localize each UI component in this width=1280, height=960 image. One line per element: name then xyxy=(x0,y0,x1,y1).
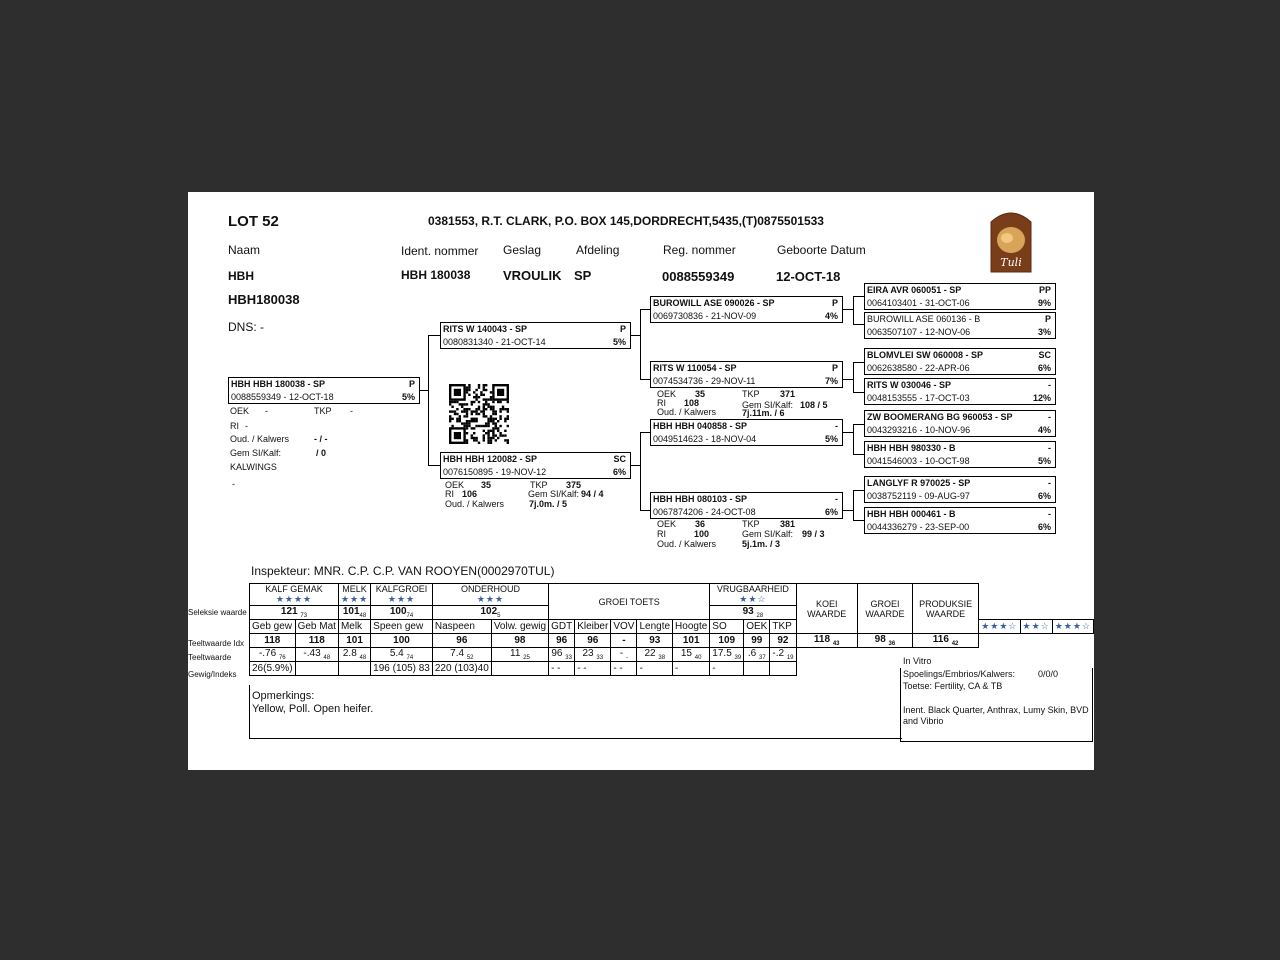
sel-kalfgroei: 100 xyxy=(389,606,407,617)
gw-cell: 196 (105) 83 xyxy=(371,662,433,676)
row-label-seleksie: Seleksie waarde xyxy=(188,608,247,617)
gen3-4-tkp-value: 381 xyxy=(780,519,796,529)
idx-cell: 109 xyxy=(710,634,744,648)
logo-text: Tuli xyxy=(1000,256,1022,269)
col-header: GDT xyxy=(549,620,575,634)
gw-cell xyxy=(491,662,548,676)
gen3-2-gem-label: Gem SI/Kalf: xyxy=(742,400,794,410)
idx-cell: 100 xyxy=(371,634,433,648)
gen3-box-2 xyxy=(650,361,843,388)
dam-code: SC xyxy=(613,454,626,464)
kalfgemak-stars: ★★★★ xyxy=(275,594,313,604)
gen3-4-ri-value: 100 xyxy=(694,529,710,539)
tw-cell: .6 $_{37}$ xyxy=(744,648,770,662)
gen3-name: HBH HBH 080103 - SP xyxy=(653,494,748,504)
gen3-name: HBH HBH 040858 - SP xyxy=(653,421,748,431)
dns-value: DNS: - xyxy=(228,320,264,334)
ident-value: HBH 180038 xyxy=(401,268,471,282)
gen3-code: P xyxy=(831,363,838,373)
performance-table: KALF GEMAK ★★★★ MELK ★★★ KALFGROEI ★★★ ONDERHOUD ★★★ GROEI TOETS VRUGBAARHEID ★★☆ KOEI WAARDE GROEI WAARDE PRODUKSIE WAARDE 121 $_{73}$ $101_{48}$ $100_{74}$ $102_5$ 93 $_{28}$ Geb gew Geb Mat Melk Speen gew Naspeen Volw. gewig GDT Kleiber VOV Lengte Hoogte SO OEK TKP ★★★☆ ★★☆ ★★★☆ 118 118 101 100 96 98 96 96 - 93 101 109 99 92 118 $_{43}$ 98 $_{36}$ 116 $_{42}$ -.76 $_{76}$ -.43 $_{48}$ 2.8 $_{48}$ 5.4 $_{74}$ 7.4 $_{52}$ 11 $_{25}$ 96 $_{33}$ 23 $_{33}$ - $_-$ 22 $_{38}$ 15 $_{40}$ 17.5 $_{39}$ .6 $_{37}$ -.2 $_{19}$ 26(5.9%) 196 (105) 83 220 (103)40 - - - - - - - - - xyxy=(249,583,1094,676)
gw-cell: - - xyxy=(611,662,637,676)
idx-cell: 118 xyxy=(295,634,338,648)
gw-cell: - - xyxy=(575,662,611,676)
col-header: Speen gew xyxy=(371,620,433,634)
group-groeitoets: GROEI TOETS xyxy=(549,584,710,620)
tuli-logo xyxy=(985,200,1037,274)
gen3-2-oek-label: OEK xyxy=(657,389,677,399)
inent: Inent. Black Quarter, Anthrax, Lumy Skin, BVD and Vibrio xyxy=(903,705,1089,726)
gw-cell: - - xyxy=(549,662,575,676)
col-header: Melk xyxy=(338,620,370,634)
sel-melk: 101 xyxy=(342,606,360,617)
col-header: OEK xyxy=(744,620,770,634)
self-ri-label: RI xyxy=(230,421,239,431)
gen4-code: PP xyxy=(1038,285,1051,295)
gen3-pct: 6% xyxy=(824,507,838,517)
sel-vrug: 93 xyxy=(742,606,754,617)
dam-oud-label: Oud. / Kalwers xyxy=(445,499,505,509)
tw-cell: 96 $_{33}$ xyxy=(549,648,575,662)
dam-name: HBH HBH 120082 - SP xyxy=(443,454,538,464)
gen3-4-tkp-label: TKP xyxy=(742,519,760,529)
koei-waarde-stars: ★★★☆ xyxy=(979,620,1020,634)
gen4-box-2 xyxy=(864,312,1056,339)
opmerkings-label: Opmerkings: xyxy=(252,690,315,702)
toetse: Toetse: Fertility, CA & TB xyxy=(903,681,1003,691)
gen4-pct: 6% xyxy=(1037,363,1051,373)
dam-pct: 6% xyxy=(612,467,626,477)
gen4-reg: 0064103401 - 31-OCT-06 xyxy=(867,298,970,308)
dam-gem-label: Gem SI/Kalf: xyxy=(528,489,580,499)
idx-cell: - xyxy=(611,634,637,648)
sel-kalfgemak: 121 xyxy=(280,606,298,617)
gen3-code: - xyxy=(835,494,838,504)
gen4-reg: 0062638580 - 22-APR-06 xyxy=(867,363,970,373)
tw-cell: 17.5 $_{39}$ xyxy=(710,648,744,662)
geslag-value: VROULIK xyxy=(503,268,562,283)
lot-document xyxy=(188,192,1094,770)
gen3-2-ri-value: 108 xyxy=(684,398,700,408)
self-kalwings-label: KALWINGS xyxy=(230,462,277,472)
label-ident: Ident. nommer xyxy=(401,244,479,258)
self-gem-value: / 0 xyxy=(316,448,327,458)
self-oud-value: - / - xyxy=(314,434,328,444)
self-oek-label: OEK xyxy=(230,406,250,416)
gen3-2-tkp-label: TKP xyxy=(742,389,760,399)
tw-cell: 15 $_{40}$ xyxy=(673,648,710,662)
gen3-4-oek-label: OEK xyxy=(657,519,677,529)
gw-cell: - xyxy=(673,662,710,676)
gen4-pct: 6% xyxy=(1037,491,1051,501)
label-reg: Reg. nommer xyxy=(663,243,736,257)
naam-value-2: HBH180038 xyxy=(228,292,300,307)
col-header: Hoogte xyxy=(673,620,710,634)
sire-pct: 5% xyxy=(612,337,626,347)
gw-cell xyxy=(295,662,338,676)
gen3-4-gem-value: 99 / 3 xyxy=(802,529,825,539)
col-header: Lengte xyxy=(637,620,673,634)
gen3-reg: 0049514623 - 18-NOV-04 xyxy=(653,434,757,444)
gw-cell: 26(5.9%) xyxy=(250,662,296,676)
row-label-gewig: Gewig/Indeks xyxy=(188,670,237,679)
gen4-code: - xyxy=(1048,478,1051,488)
reg-value: 0088559349 xyxy=(662,269,735,284)
dam-oud-value: 7j.0m. / 5 xyxy=(529,499,568,509)
afdeling-value: SP xyxy=(574,268,592,283)
dam-tkp-label: TKP xyxy=(530,480,548,490)
self-name: HBH HBH 180038 - SP xyxy=(231,379,326,389)
group-melk: MELK ★★★ xyxy=(338,584,370,606)
col-header: Geb gew xyxy=(250,620,296,634)
self-gem-label: Gem SI/Kalf: xyxy=(230,448,282,458)
col-header: Kleiber xyxy=(575,620,611,634)
gen4-reg: 0043293216 - 10-NOV-96 xyxy=(867,425,971,435)
groei-waarde-stars: ★★☆ xyxy=(1020,620,1052,634)
gen4-box-1 xyxy=(864,283,1056,310)
gw-cell xyxy=(770,662,796,676)
gen4-pct: 4% xyxy=(1037,425,1051,435)
produksie-waarde-value: 116 $_{42}$ xyxy=(912,634,978,648)
dam-gem-value: 94 / 4 xyxy=(581,489,604,499)
self-box xyxy=(228,377,420,404)
gen4-pct: 5% xyxy=(1037,456,1051,466)
gw-cell: - xyxy=(637,662,673,676)
group-vrugbaarheid: VRUGBAARHEID ★★☆ xyxy=(710,584,796,606)
produksie-waarde-stars: ★★★☆ xyxy=(1052,620,1093,634)
row-label-teeltidx: Teeltwaarde Idx xyxy=(188,639,245,648)
gen3-2-ri-label: RI xyxy=(657,398,666,408)
gen3-4-ri-label: RI xyxy=(657,529,666,539)
tw-cell: - $_-$ xyxy=(611,648,637,662)
col-header: Geb Mat xyxy=(295,620,338,634)
label-naam: Naam xyxy=(228,243,261,257)
idx-cell: 99 xyxy=(744,634,770,648)
gen3-4-gem-label: Gem SI/Kalf: xyxy=(742,529,794,539)
gen4-pct: 9% xyxy=(1037,298,1051,308)
gen3-pct: 5% xyxy=(824,434,838,444)
gen4-reg: 0041546003 - 10-OCT-98 xyxy=(867,456,970,466)
koei-waarde-header: KOEI WAARDE xyxy=(796,584,857,634)
gen4-box-7 xyxy=(864,476,1056,503)
self-reg: 0088559349 - 12-OCT-18 xyxy=(231,392,334,402)
gen4-reg: 0044336279 - 23-SEP-00 xyxy=(867,522,970,532)
self-code: P xyxy=(408,379,415,389)
label-afdeling: Afdeling xyxy=(576,243,620,257)
gen3-2-gem-value: 108 / 5 xyxy=(800,400,828,410)
dam-ri-label: RI xyxy=(445,489,454,499)
geboorte-value: 12-OCT-18 xyxy=(776,269,841,284)
gen3-code: - xyxy=(835,421,838,431)
tw-cell: -.76 $_{76}$ xyxy=(250,648,296,662)
gen4-pct: 12% xyxy=(1032,393,1051,403)
tw-cell: 2.8 $_{48}$ xyxy=(338,648,370,662)
produksie-waarde-header: PRODUKSIE WAARDE xyxy=(912,584,978,634)
sire-code: P xyxy=(619,324,626,334)
gen4-name: HBH HBH 980330 - B xyxy=(867,443,956,453)
gen4-box-3 xyxy=(864,348,1056,375)
sire-reg: 0080831340 - 21-OCT-14 xyxy=(443,337,546,347)
tw-cell: 7.4 $_{52}$ xyxy=(432,648,491,662)
koei-waarde-value: 118 $_{43}$ xyxy=(796,634,857,648)
col-header: Naspeen xyxy=(432,620,491,634)
gen4-box-4 xyxy=(864,378,1056,405)
self-oek-value: - xyxy=(265,406,268,416)
gen4-name: EIRA AVR 060051 - SP xyxy=(867,285,962,295)
tw-cell: 23 $_{33}$ xyxy=(575,648,611,662)
kalfgroei-stars: ★★★ xyxy=(387,594,416,604)
gen3-4-oek-value: 36 xyxy=(695,519,706,529)
dam-tkp-value: 375 xyxy=(566,480,582,490)
gen3-reg: 0074534736 - 29-NOV-11 xyxy=(653,376,756,386)
onderhoud-stars: ★★★ xyxy=(476,594,505,604)
gen3-2-oud-value: 7j.11m. / 6 xyxy=(742,408,785,418)
col-header: VOV xyxy=(611,620,637,634)
in-vitro: In Vitro xyxy=(903,656,932,666)
gen4-reg: 0048153555 - 17-OCT-03 xyxy=(867,393,970,403)
col-header: TKP xyxy=(770,620,796,634)
gen4-code: - xyxy=(1048,509,1051,519)
gen3-code: P xyxy=(831,298,838,308)
gen3-reg: 0067874206 - 24-OCT-08 xyxy=(653,507,756,517)
idx-cell: 92 xyxy=(770,634,796,648)
dam-reg: 0076150895 - 19-NOV-12 xyxy=(443,467,547,477)
idx-cell: 101 xyxy=(338,634,370,648)
gen3-box-3 xyxy=(650,419,843,446)
gen3-2-oek-value: 35 xyxy=(695,389,706,399)
gen3-2-tkp-value: 371 xyxy=(780,389,796,399)
idx-cell: 118 xyxy=(250,634,296,648)
tw-cell: -.43 $_{48}$ xyxy=(295,648,338,662)
gen4-reg: 0063507107 - 12-NOV-06 xyxy=(867,327,971,337)
gen4-pct: 6% xyxy=(1037,522,1051,532)
gen3-name: BUROWILL ASE 090026 - SP xyxy=(653,298,775,308)
groei-waarde-header: GROEI WAARDE xyxy=(857,584,912,634)
gen4-name: BUROWILL ASE 060136 - B xyxy=(867,314,981,324)
col-header: Volw. gewig xyxy=(491,620,548,634)
gen4-code: - xyxy=(1048,380,1051,390)
label-geboorte: Geboorte Datum xyxy=(777,243,866,257)
spoelings-label: Spoelings/Embrios/Kalwers: xyxy=(903,669,1016,679)
tw-cell: 11 $_{25}$ xyxy=(491,648,548,662)
dam-oek-label: OEK xyxy=(445,480,465,490)
self-oud-label: Oud. / Kalwers xyxy=(230,434,290,444)
gw-cell: - xyxy=(710,662,744,676)
dam-box xyxy=(440,452,631,479)
gw-cell: 220 (103)40 xyxy=(432,662,491,676)
gen3-name: RITS W 110054 - SP xyxy=(653,363,737,373)
self-tkp-label: TKP xyxy=(314,406,332,416)
group-kalfgemak: KALF GEMAK ★★★★ xyxy=(250,584,339,606)
gen4-box-6 xyxy=(864,441,1056,468)
gen3-4-oud-label: Oud. / Kalwers xyxy=(657,539,717,549)
gen4-name: RITS W 030046 - SP xyxy=(867,380,952,390)
gen3-2-oud-label: Oud. / Kalwers xyxy=(657,407,717,417)
sire-name: RITS W 140043 - SP xyxy=(443,324,528,334)
notes-block xyxy=(900,656,1093,742)
self-pct: 5% xyxy=(401,392,415,402)
qr-code xyxy=(449,384,511,444)
tw-cell: 5.4 $_{74}$ xyxy=(371,648,433,662)
idx-cell: 96 xyxy=(432,634,491,648)
self-kalwings-value: - xyxy=(232,479,235,489)
sel-onderhoud: 102 xyxy=(480,606,498,617)
opmerkings-block xyxy=(249,685,902,739)
gen4-name: LANGLYF R 970025 - SP xyxy=(867,478,971,488)
idx-cell: 93 xyxy=(637,634,673,648)
gen4-name: ZW BOOMERANG BG 960053 - SP xyxy=(867,412,1013,422)
dam-oek-value: 35 xyxy=(481,480,492,490)
sire-box xyxy=(440,322,631,349)
gen3-box-4 xyxy=(650,492,843,519)
gen3-reg: 0069730836 - 21-NOV-09 xyxy=(653,311,757,321)
tw-cell: 22 $_{38}$ xyxy=(637,648,673,662)
idx-cell: 96 xyxy=(549,634,575,648)
owner-details: 0381553, R.T. CLARK, P.O. BOX 145,DORDRECHT,5435,(T)0875501533 xyxy=(428,214,824,228)
idx-cell: 96 xyxy=(575,634,611,648)
self-ri-value: - xyxy=(245,421,248,431)
group-kalfgroei: KALFGROEI ★★★ xyxy=(371,584,433,606)
gen4-box-8 xyxy=(864,507,1056,534)
lot-number: LOT 52 xyxy=(228,213,279,230)
gen4-code: SC xyxy=(1038,350,1051,360)
idx-cell: 98 xyxy=(491,634,548,648)
gen4-name: BLOMVLEI SW 060008 - SP xyxy=(867,350,984,360)
gen4-code: - xyxy=(1048,443,1051,453)
gen3-box-1 xyxy=(650,296,843,323)
gen4-pct: 3% xyxy=(1037,327,1051,337)
opmerkings-text: Yellow, Poll. Open heifer. xyxy=(252,703,374,715)
gen4-reg: 0038752119 - 09-AUG-97 xyxy=(867,491,970,501)
gen3-pct: 4% xyxy=(824,311,838,321)
gw-cell xyxy=(338,662,370,676)
row-label-teelt: Teeltwaarde xyxy=(188,653,232,662)
gen4-box-5 xyxy=(864,410,1056,437)
tw-cell: -.2 $_{19}$ xyxy=(770,648,796,662)
spoelings-value: 0/0/0 xyxy=(1038,669,1059,679)
gen3-4-oud-value: 5j.1m. / 3 xyxy=(742,539,781,549)
gen3-pct: 7% xyxy=(824,376,838,386)
groei-waarde-value: 98 $_{36}$ xyxy=(857,634,912,648)
vrug-stars: ★★☆ xyxy=(739,594,767,604)
self-tkp-value: - xyxy=(350,406,353,416)
melk-stars: ★★★ xyxy=(340,594,369,604)
gw-cell xyxy=(744,662,770,676)
gen4-name: HBH HBH 000461 - B xyxy=(867,509,956,519)
col-header: SO xyxy=(710,620,744,634)
naam-value: HBH xyxy=(228,269,254,283)
group-onderhoud: ONDERHOUD ★★★ xyxy=(432,584,548,606)
gen4-code: - xyxy=(1048,412,1051,422)
dam-ri-value: 106 xyxy=(462,489,478,499)
idx-cell: 101 xyxy=(673,634,710,648)
label-geslag: Geslag xyxy=(503,243,542,257)
inspector: Inspekteur: MNR. C.P. C.P. VAN ROOYEN(0002970TUL) xyxy=(251,564,555,578)
gen4-code: P xyxy=(1044,314,1051,324)
